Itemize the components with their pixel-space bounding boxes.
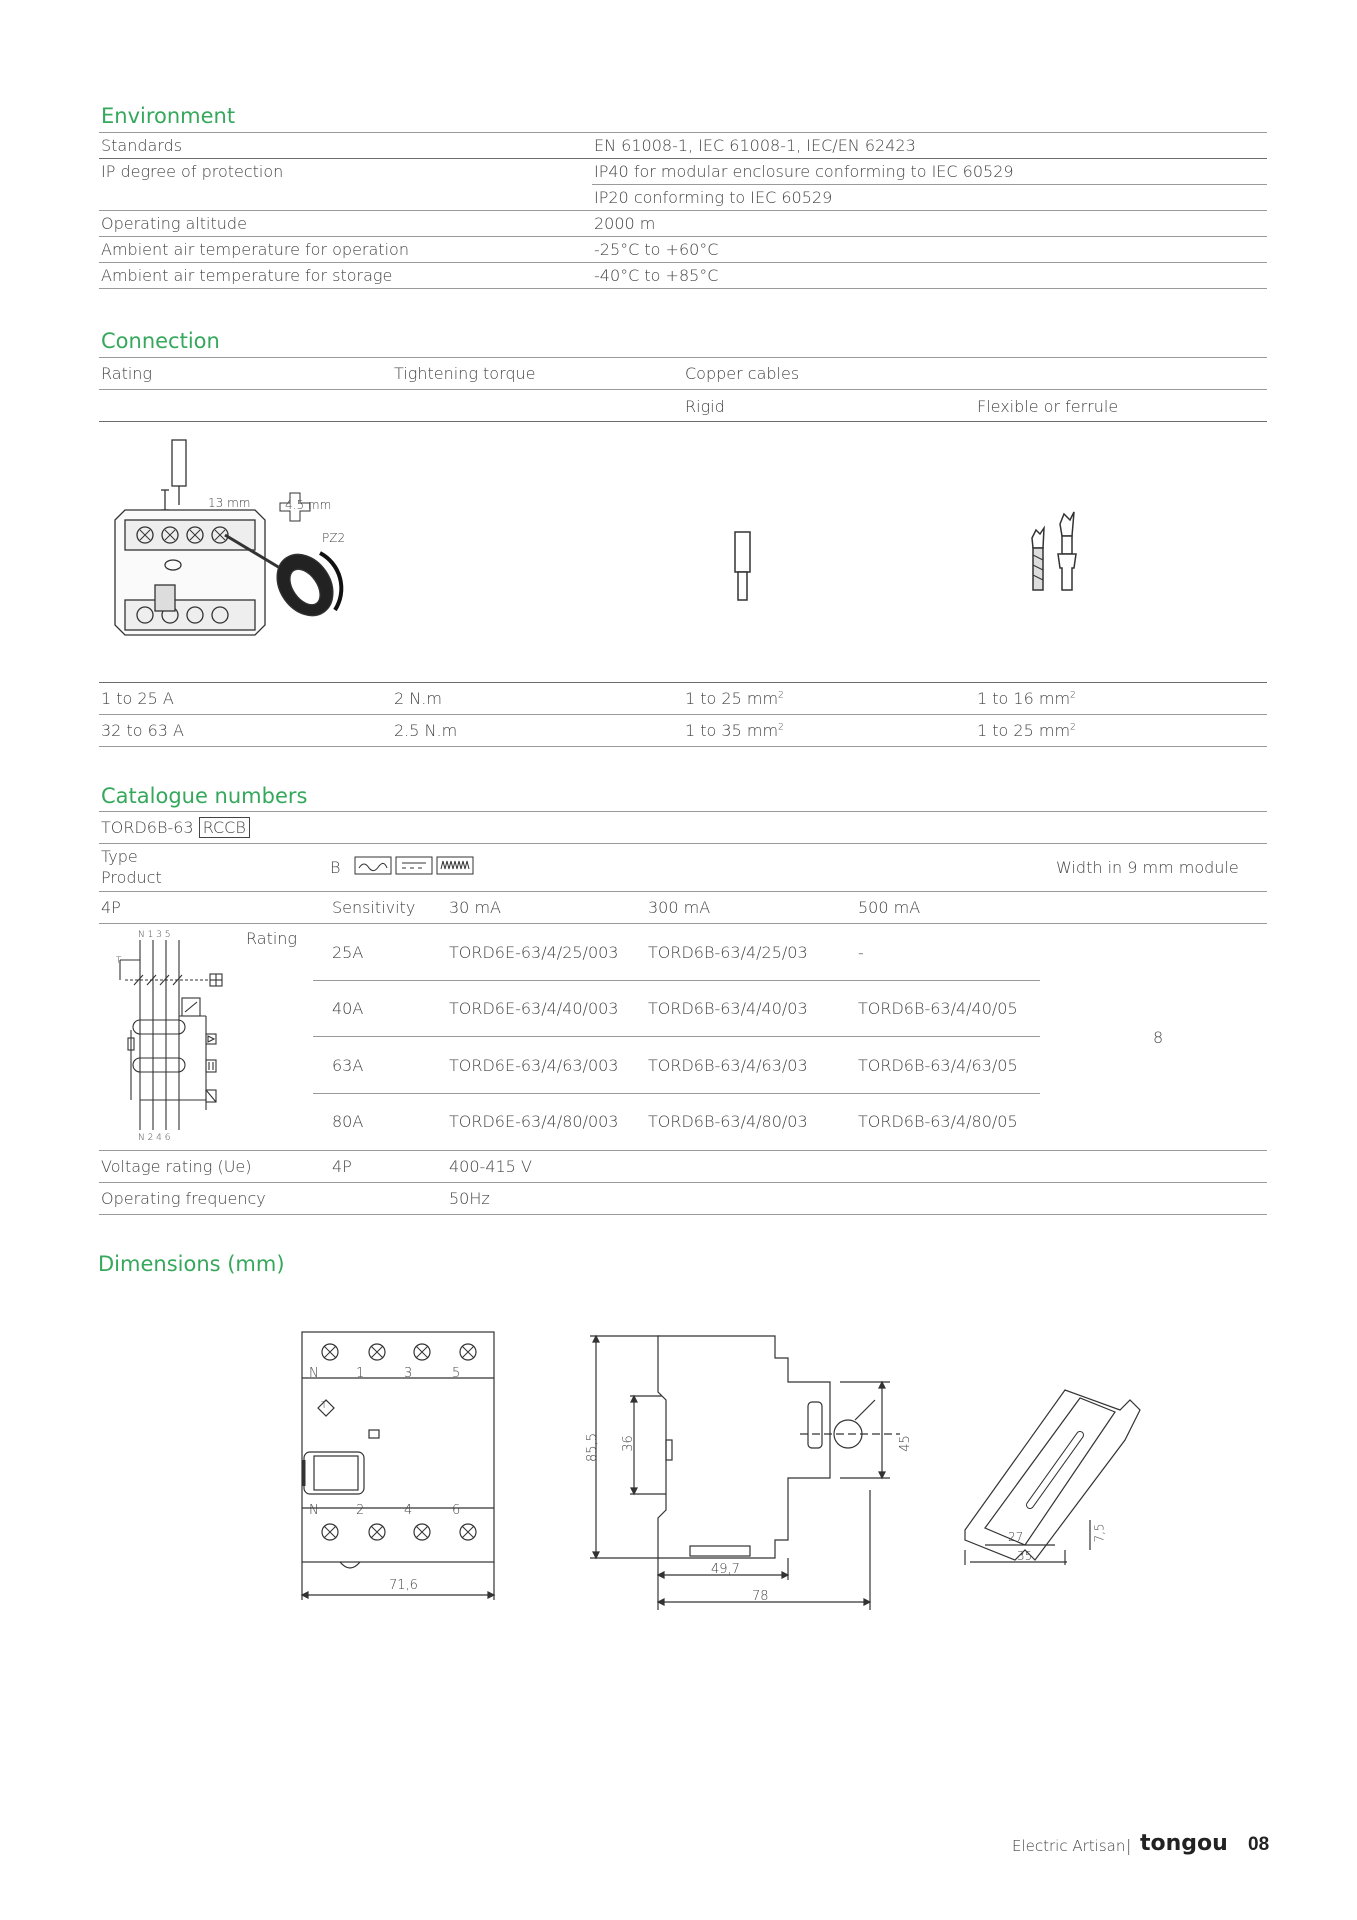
conn-flexible [977,721,1076,740]
superscript: 2 [1070,722,1076,733]
cat-code-500: - [858,943,864,962]
divider [99,262,1267,263]
col-header-rating: Rating [101,364,153,383]
conn-rating: 32 to 63 A [101,721,184,740]
environment-title: Environment [101,104,236,128]
env-value: 2000 m [594,214,656,233]
sensitivity-label: Sensitivity [332,898,416,917]
sensitivity-300: 300 mA [648,898,711,917]
frequency-value: 50Hz [449,1189,490,1208]
cat-code-300: TORD6B-63/4/80/03 [648,1112,808,1131]
divider [99,1150,1267,1151]
side-depth1-dim: 49,7 [711,1562,740,1577]
conn-rigid-value: 1 to 25 mm [685,689,779,708]
col-header-torque: Tightening torque [394,364,536,383]
type-value: B [330,858,341,877]
env-value: -40°C to +85°C [594,266,719,285]
front-view-drawing [300,1330,500,1610]
env-label: Ambient air temperature for storage [101,266,393,285]
blade-width-label: 4.5 mm [285,498,332,512]
rail-outer-dim: 35 [1017,1549,1033,1563]
env-value: -25°C to +60°C [594,240,719,259]
rating-label: Rating [246,929,298,948]
rccb-wiring-diagram [110,930,230,1145]
divider [99,389,1267,390]
side-inner-dim: 36 [620,1435,636,1452]
din-rail-drawing [955,1380,1155,1580]
cat-code-30: TORD6E-63/4/40/003 [449,999,619,1018]
env-value: IP20 conforming to IEC 60529 [594,188,833,207]
divider [99,811,1267,812]
side-view-drawing [590,1330,920,1615]
cat-code-500: TORD6B-63/4/80/05 [858,1112,1018,1131]
side-right-dim: 45 [897,1435,913,1452]
conn-flexible-value: 1 to 16 mm [977,689,1071,708]
side-depth2-dim: 78 [752,1589,769,1604]
cat-code-300: TORD6B-63/4/25/03 [648,943,808,962]
frequency-label: Operating frequency [101,1189,266,1208]
conn-torque: 2.5 N.m [394,721,458,740]
divider [99,421,1267,422]
conn-rigid [685,721,784,740]
flexible-ferrule-icon [1028,510,1088,605]
divider [313,1093,1040,1094]
catalogue-title: Catalogue numbers [101,784,308,808]
cat-code-500: TORD6B-63/4/40/05 [858,999,1018,1018]
col-header-copper: Copper cables [685,364,800,383]
front-top-5: 5 [452,1366,461,1381]
divider [99,682,1267,683]
sensitivity-500: 500 mA [858,898,921,917]
width-label: Width in 9 mm module [1056,858,1239,877]
front-width-dim: 71,6 [389,1578,418,1593]
model-name [101,818,250,837]
divider [99,288,1267,289]
voltage-poles: 4P [332,1157,352,1176]
divider [99,158,1267,159]
divider [592,184,1267,185]
front-top-n: N [309,1366,319,1381]
superscript: 2 [778,690,784,701]
strip-length-label: 13 mm [208,496,251,510]
conn-rigid-value: 1 to 35 mm [685,721,779,740]
conn-rating: 1 to 25 A [101,689,174,708]
residual-current-type-icons [354,856,479,876]
footer-separator: | [1126,1836,1132,1855]
diagram-bottom-terminals: N 2 4 6 [138,1133,171,1143]
conn-rigid [685,689,784,708]
cat-rating: 63A [332,1056,364,1075]
divider [99,714,1267,715]
side-height-dim: 85,5 [584,1433,600,1462]
terminal-screwdriver-illustration [105,435,395,655]
front-bottom-2: 2 [356,1503,365,1518]
cat-code-300: TORD6B-63/4/63/03 [648,1056,808,1075]
env-label: Ambient air temperature for operation [101,240,409,259]
col-header-flexible: Flexible or ferrule [977,397,1119,416]
env-value: IP40 for modular enclosure conforming to IEC 60529 [594,162,1014,181]
divider [99,132,1267,133]
col-header-rigid: Rigid [685,397,725,416]
superscript: 2 [778,722,784,733]
type-label: Type [101,847,138,866]
conn-flexible-value: 1 to 25 mm [977,721,1071,740]
divider [313,1036,1040,1037]
env-value: EN 61008-1, IEC 61008-1, IEC/EN 62423 [594,136,916,155]
rail-inner-dim: 27 [1008,1530,1024,1544]
model-tag: RCCB [199,817,250,838]
product-label: Product [101,868,162,887]
cat-rating: 80A [332,1112,364,1131]
connection-title: Connection [101,329,220,353]
divider [99,746,1267,747]
footer-tagline: Electric Artisan [1012,1837,1126,1855]
rigid-cable-icon [733,530,753,602]
model-code: TORD6B-63 [101,818,194,837]
front-top-3: 3 [404,1366,413,1381]
cat-code-30: TORD6E-63/4/25/003 [449,943,619,962]
poles-label: 4P [101,898,121,917]
cat-code-30: TORD6E-63/4/63/003 [449,1056,619,1075]
conn-torque: 2 N.m [394,689,442,708]
divider [99,357,1267,358]
front-test-label: T [321,1400,328,1411]
diagram-test-label: T [116,956,122,966]
page-number: 08 [1248,1834,1270,1855]
divider [99,1182,1267,1183]
cat-rating: 40A [332,999,364,1018]
divider [99,891,1267,892]
divider [99,923,1267,924]
bit-label: PZ2 [322,531,346,545]
env-label: IP degree of protection [101,162,284,181]
cat-rating: 25A [332,943,364,962]
brand-logo: tongou [1140,1831,1228,1856]
env-label: Standards [101,136,183,155]
cat-code-500: TORD6B-63/4/63/05 [858,1056,1018,1075]
voltage-label: Voltage rating (Ue) [101,1157,252,1176]
dimensions-title: Dimensions (mm) [98,1252,285,1276]
module-width-value: 8 [1153,1028,1164,1047]
divider [99,236,1267,237]
divider [99,210,1267,211]
rail-height-dim: 7,5 [1092,1523,1107,1543]
conn-flexible [977,689,1076,708]
front-bottom-n: N [309,1503,319,1518]
diagram-top-terminals: N 1 3 5 [138,930,171,940]
env-label: Operating altitude [101,214,247,233]
front-bottom-6: 6 [452,1503,461,1518]
cat-code-300: TORD6B-63/4/40/03 [648,999,808,1018]
divider [99,843,1267,844]
sensitivity-30: 30 mA [449,898,501,917]
voltage-value: 400-415 V [449,1157,532,1176]
divider [99,1214,1267,1215]
front-top-1: 1 [356,1366,365,1381]
cat-code-30: TORD6E-63/4/80/003 [449,1112,619,1131]
divider [313,980,1040,981]
front-bottom-4: 4 [404,1503,413,1518]
superscript: 2 [1070,690,1076,701]
